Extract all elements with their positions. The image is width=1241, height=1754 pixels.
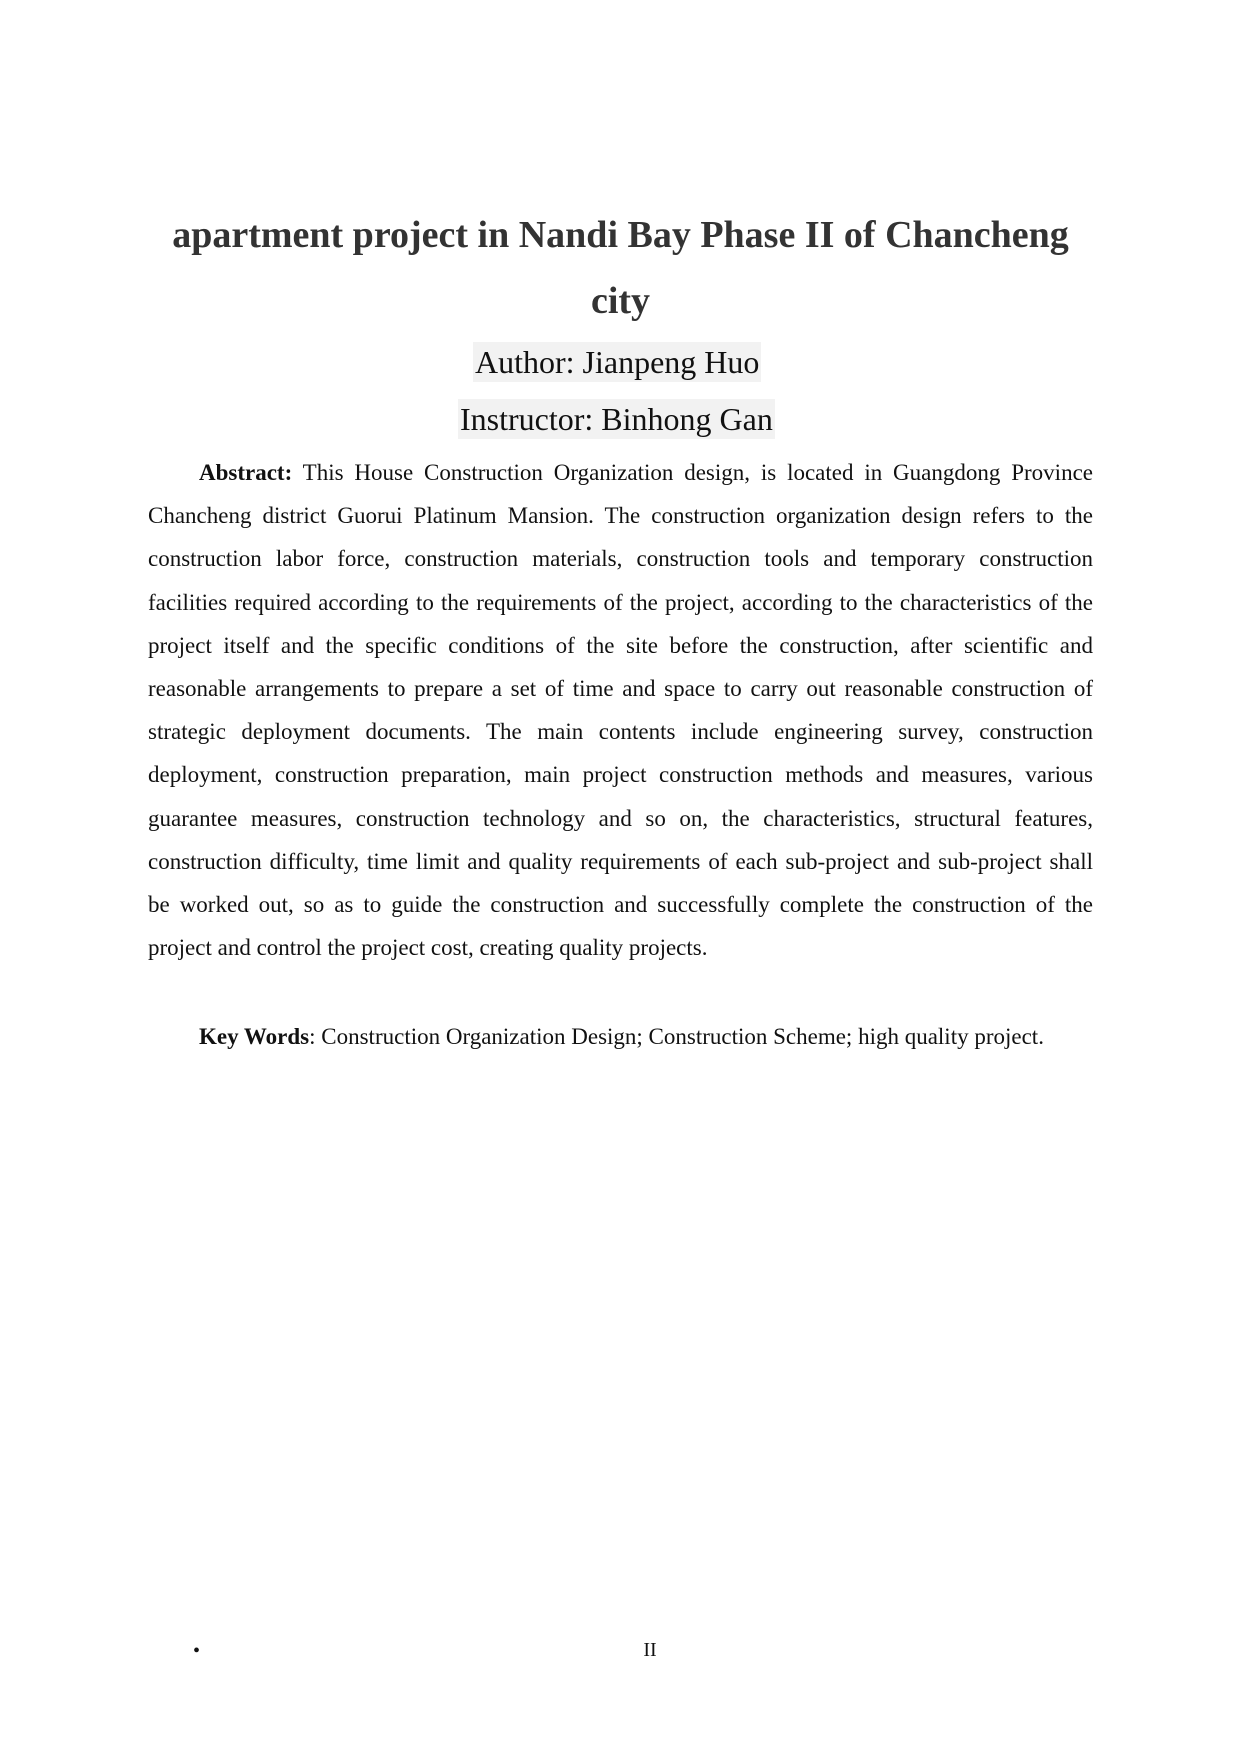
keywords-label: Key Words bbox=[199, 1024, 310, 1049]
keywords-paragraph bbox=[148, 1015, 1093, 1058]
author-line: Author: Jianpeng Huo bbox=[475, 344, 760, 380]
abstract-label: Abstract: bbox=[199, 460, 293, 485]
instructor-line: Instructor: Binhong Gan bbox=[460, 401, 773, 437]
abstract-paragraph bbox=[148, 451, 1093, 969]
keywords-text: : Construction Organization Design; Construction Scheme; high quality project. bbox=[309, 1024, 1044, 1049]
abstract-text: This House Construction Organization design, is located in Guangdong Province Chancheng district Guorui Platinum Mansion. The construction organization design refers to the construction labor force, construction materials, construction tools and temporary construction facilities required according to the requirements of the project, according to the characteristics of the project itself and the specific conditions of the site before the construction, after scientific and reasonable arrangements to prepare a set of time and space to carry out reasonable construction of strategic deployment documents. The main contents include engineering survey, construction deployment, construction preparation, main project construction methods and measures, various guarantee measures, construction technology and so on, the characteristics, structural features, construction difficulty, time limit and quality requirements of each sub-project and sub-project shall be worked out, so as to guide the construction and successfully complete the construction of the project and control the project cost, creating quality projects. bbox=[148, 460, 1093, 961]
document-title-line-2: city bbox=[590, 280, 651, 322]
footer-bullet: • bbox=[193, 1640, 201, 1662]
page-number: II bbox=[643, 1639, 657, 1661]
document-title-line-1: apartment project in Nandi Bay Phase II of Chancheng bbox=[172, 214, 1069, 256]
